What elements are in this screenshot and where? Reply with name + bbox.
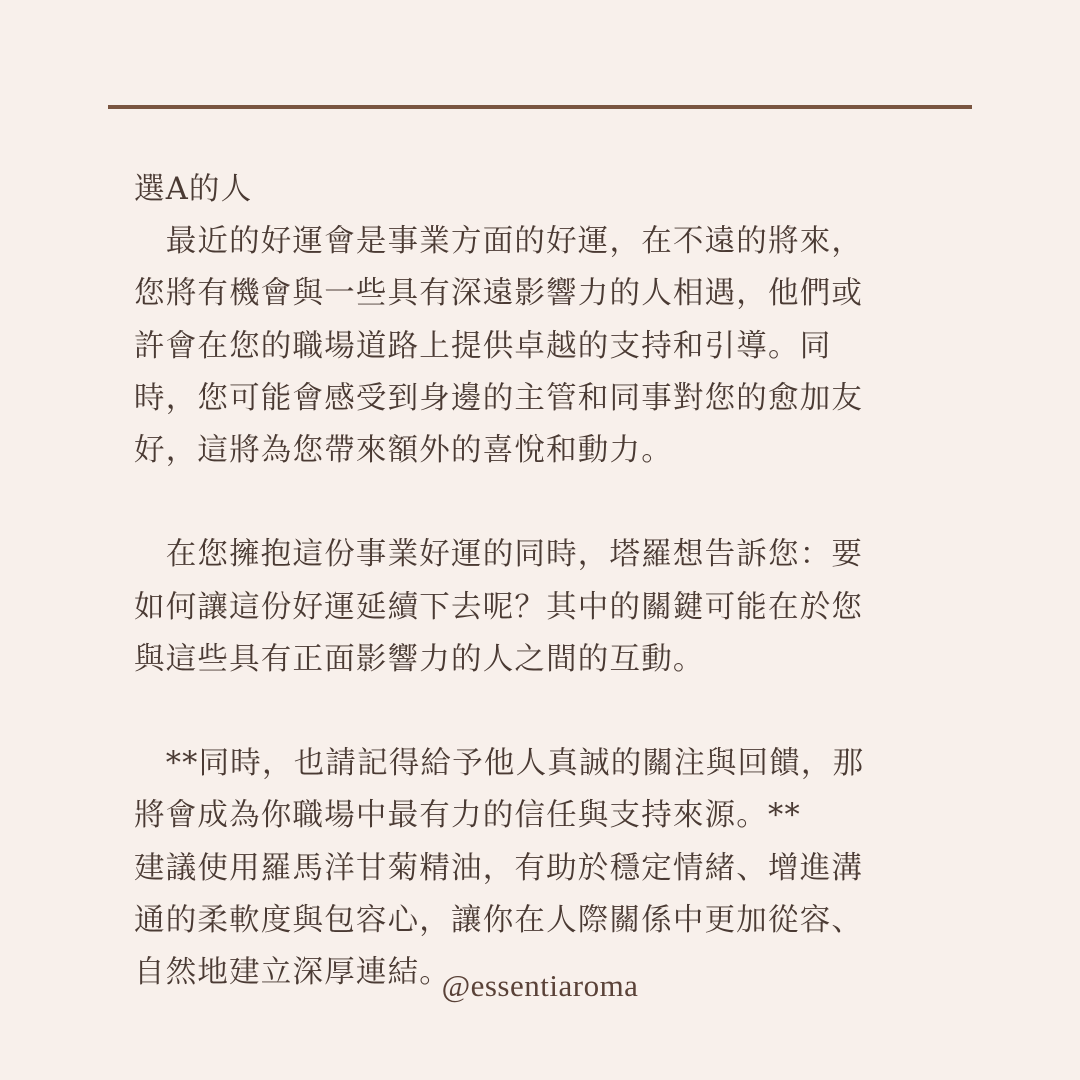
paragraph-spacer: [134, 686, 944, 738]
paragraph-line: 許會在您的職場道路上提供卓越的支持和引導。同: [134, 328, 832, 364]
paragraph-line: 在您擁抱這份事業好運的同時，塔羅想告訴您：要: [134, 537, 864, 573]
paragraph-2: [134, 529, 944, 686]
paragraph-line: 建議使用羅馬洋甘菊精油，有助於穩定情緒、增進溝: [134, 850, 864, 886]
paragraph-line: 自然地建立深厚連結。: [134, 955, 451, 991]
paragraph-1: [134, 216, 944, 477]
paragraph-line: 與這些具有正面影響力的人之間的互動。: [134, 641, 705, 677]
paragraph-line: 通的柔軟度與包容心，讓你在人際關係中更加從容、: [134, 902, 864, 938]
post-body: [134, 164, 944, 999]
paragraph-line: 最近的好運會是事業方面的好運，在不遠的將來，: [134, 224, 864, 260]
paragraph-3: [134, 738, 944, 999]
account-handle: @essentiaroma: [441, 968, 639, 1003]
paragraph-spacer: [134, 477, 944, 529]
paragraph-line: 如何讓這份好運延續下去呢？其中的關鍵可能在於您: [134, 589, 864, 625]
paragraph-line: **同時，也請記得給予他人真誠的關注與回饋，那: [134, 746, 865, 782]
paragraph-line: 好，這將為您帶來額外的喜悅和動力。: [134, 433, 673, 469]
paragraph-line: 將會成為你職場中最有力的信任與支持來源。**: [134, 798, 801, 834]
post-title: 選A的人: [134, 172, 253, 207]
top-divider: [108, 105, 972, 109]
paragraph-line: 您將有機會與一些具有深遠影響力的人相遇，他們或: [134, 276, 864, 312]
paragraph-line: 時，您可能會感受到身邊的主管和同事對您的愈加友: [134, 380, 864, 416]
